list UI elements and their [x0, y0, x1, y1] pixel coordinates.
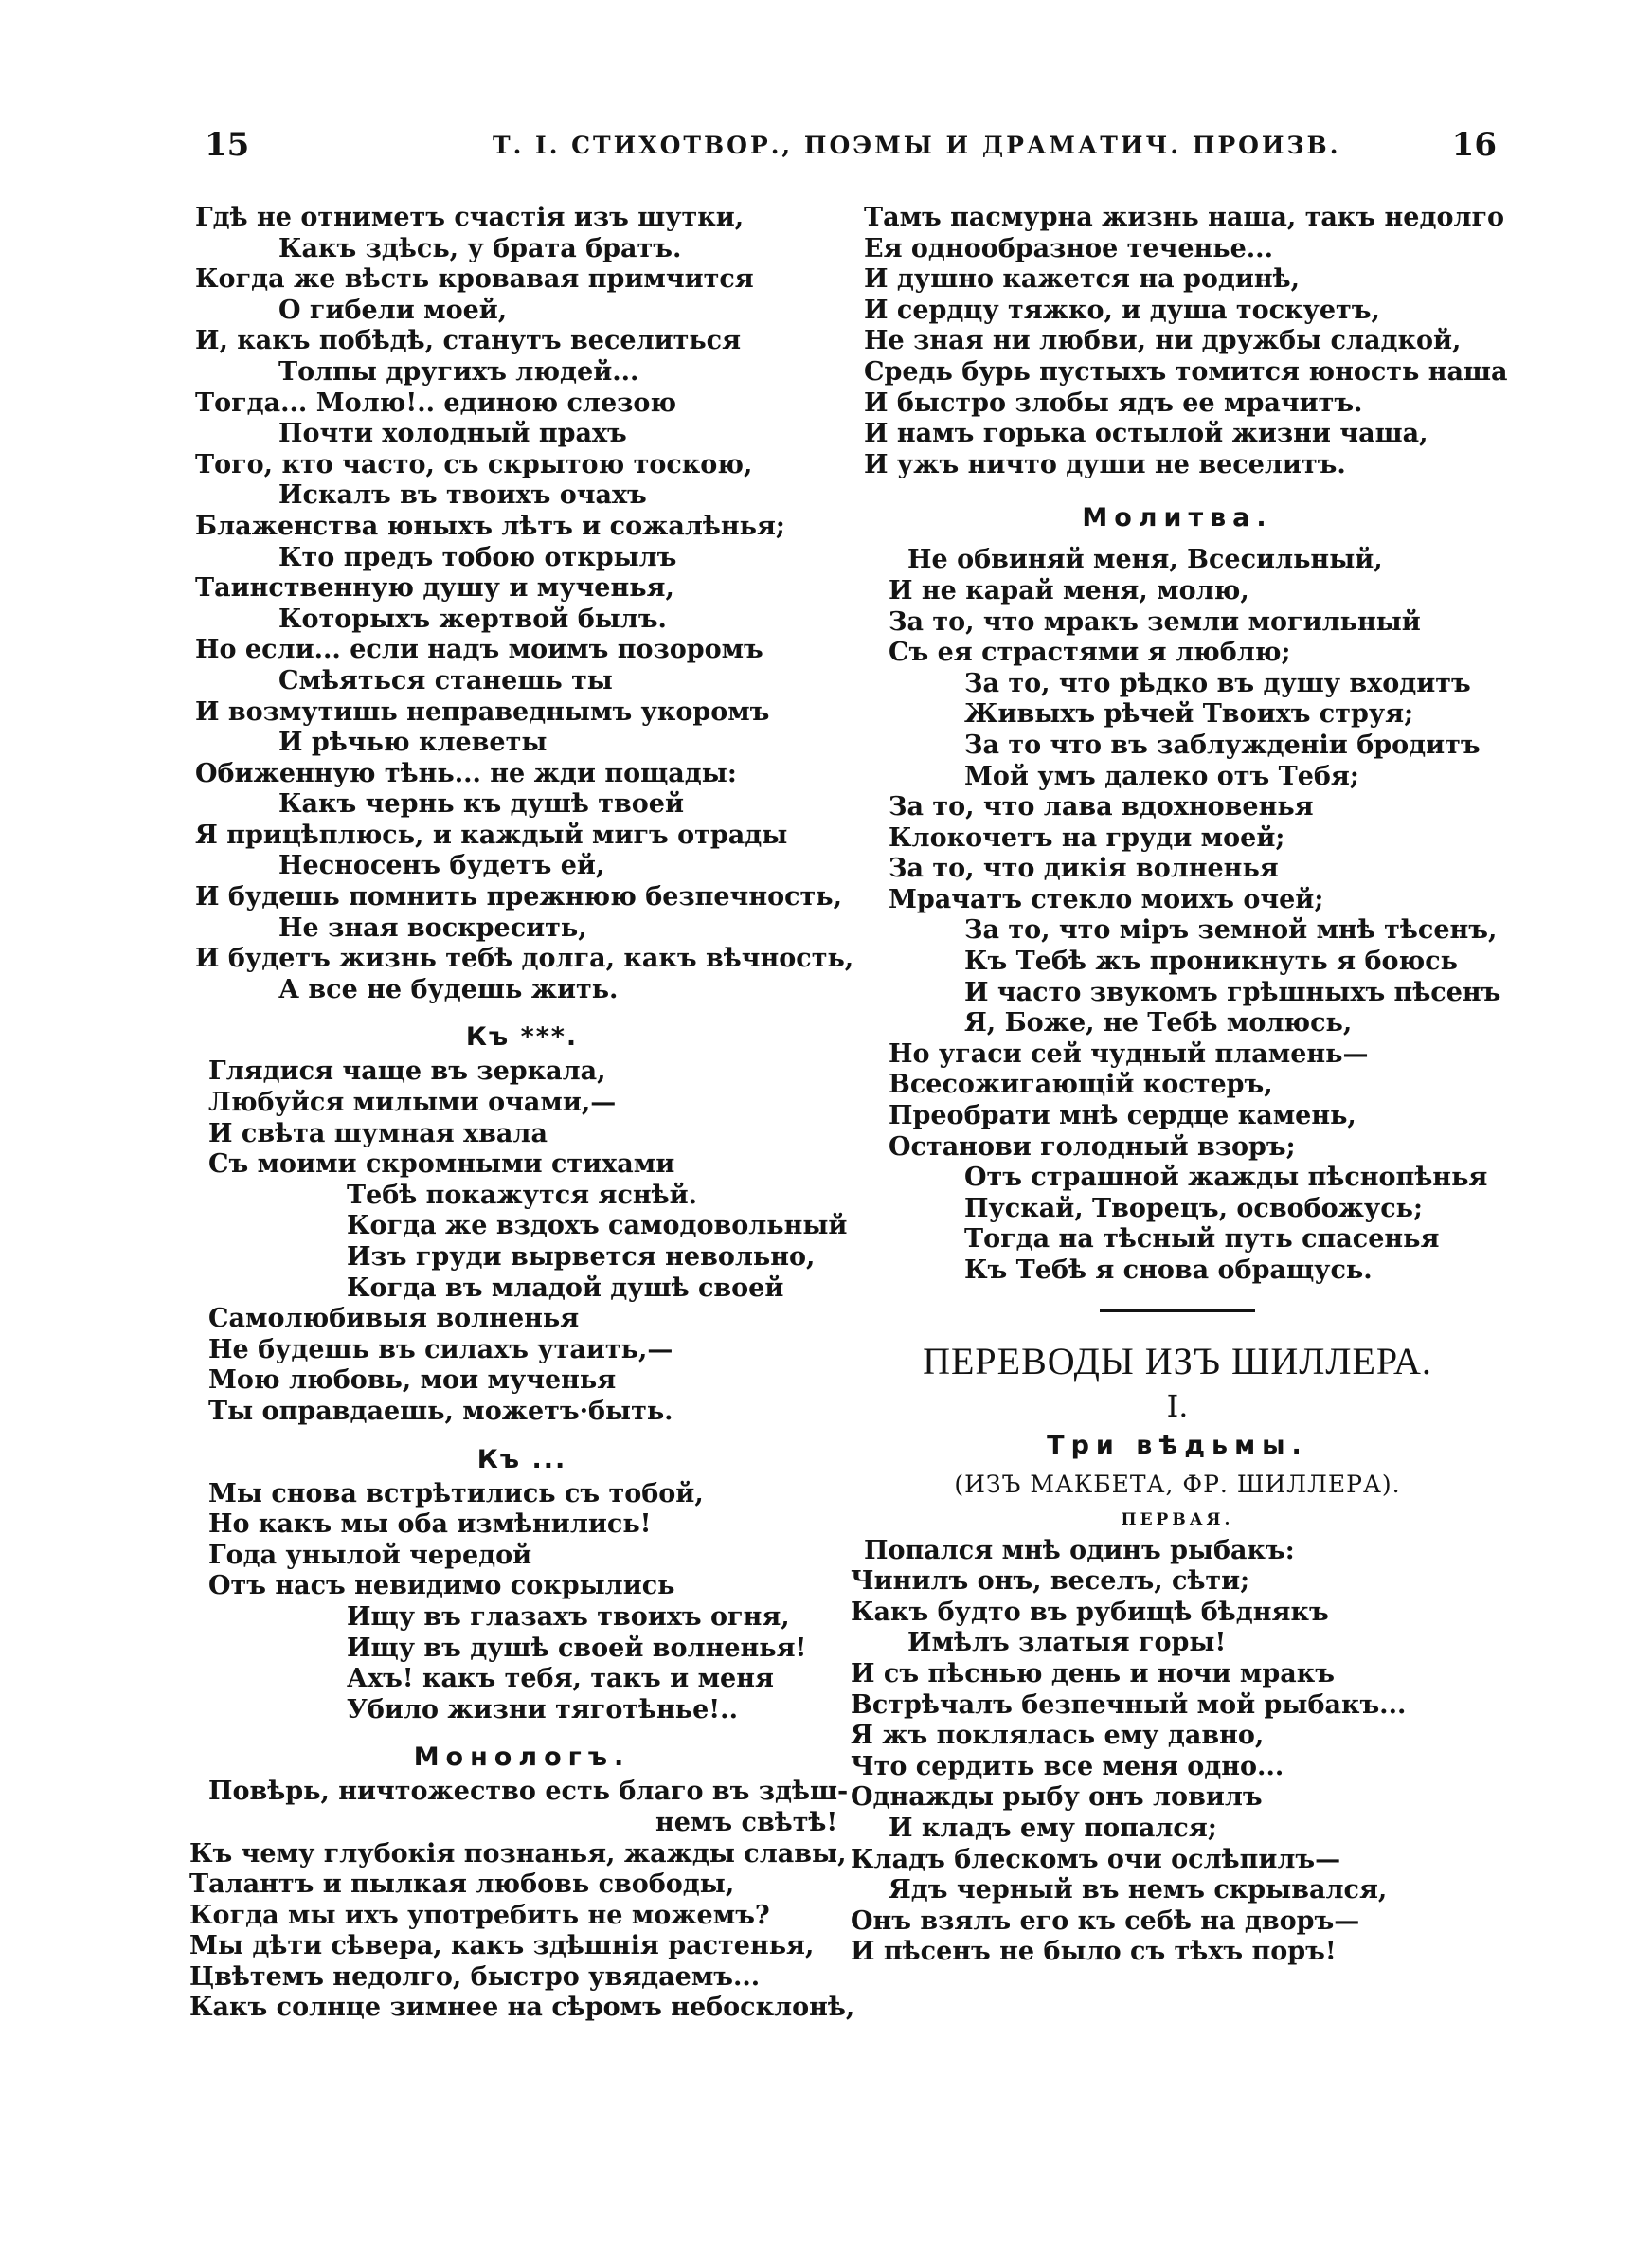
- verse-line: Къ Тебѣ я снова обращусь.: [964, 1255, 1373, 1285]
- verse-line: И пѣсенъ не было съ тѣхъ поръ!: [851, 1937, 1337, 1967]
- verse-line: А все не будешь жить.: [278, 974, 619, 1004]
- verse-line: Ахъ! какъ тебя, такъ и меня: [347, 1664, 774, 1694]
- page-number-left: 15: [205, 126, 250, 164]
- verse-line: Отъ насъ невидимо сокрылись: [208, 1571, 675, 1601]
- verse-line: Таинственную душу и мученья,: [195, 573, 674, 604]
- verse-line: Не зная воскресить,: [278, 912, 587, 943]
- verse-line: И возмутишь неправеднымъ укоромъ: [195, 696, 770, 727]
- verse-line: Встрѣчалъ безпечный мой рыбакъ...: [851, 1689, 1407, 1720]
- verse-line: И съ пѣснью день и ночи мракъ: [851, 1658, 1335, 1688]
- verse-line: Мы дѣти сѣвера, какъ здѣшнія растенья,: [189, 1931, 815, 1961]
- verse-line: Мы снова встрѣтились съ тобой,: [208, 1478, 704, 1508]
- monolog-continuation: [851, 203, 1508, 480]
- verse-line: Тамъ пасмурна жизнь наша, такъ недолго: [864, 203, 1505, 232]
- verse-line: Къ чему глубокія познанья, жажды славы,: [189, 1838, 847, 1869]
- running-title: Т. I. СТИХОТВОР., ПОЭМЫ И ДРАМАТИЧ. ПРОИЗВ.: [493, 132, 1341, 159]
- verse-line: Искалъ въ твоихъ очахъ: [278, 480, 647, 511]
- verse-line: Однажды рыбу онъ ловилъ: [851, 1782, 1263, 1813]
- verse-line: Имѣлъ златыя горы!: [907, 1628, 1227, 1658]
- verse-line: Чинилъ онъ, веселъ, сѣти;: [851, 1566, 1250, 1597]
- verse-line: Останови голодный взоръ;: [889, 1131, 1296, 1162]
- verse-line: Что сердить все меня одно...: [851, 1751, 1284, 1781]
- left-column: [189, 203, 855, 2024]
- verse-line: Убило жизни тяготѣнье!..: [347, 1694, 738, 1724]
- verse-line: Ты оправдаешь, можетъ·быть.: [208, 1396, 673, 1426]
- verse-line: Попался мнѣ одинъ рыбакъ:: [864, 1535, 1295, 1565]
- verse-line: Того, кто часто, съ скрытою тоскою,: [195, 449, 753, 479]
- verse-line: И быстро злобы ядъ ее мрачитъ.: [864, 388, 1363, 418]
- page-number-right: 16: [1451, 126, 1497, 164]
- poem-k-zvezdy: [195, 1056, 849, 1427]
- verse-line: Кто предъ тобою открылъ: [278, 542, 677, 572]
- verse-line: За то, что міръ земной мнѣ тѣсенъ,: [964, 915, 1498, 946]
- verse-line: Повѣрь, ничтожество есть благо въ здѣш-: [208, 1777, 849, 1807]
- verse-line: Любуйся милыми очами,—: [208, 1088, 617, 1118]
- verse-line: И ужъ ничто души не веселитъ.: [864, 449, 1346, 479]
- verse-line: Тогда... Молю!.. единою слезою: [195, 388, 677, 418]
- verse-line: Я прицѣплюсь, и каждый мигъ отрады: [195, 820, 788, 850]
- verse-line: И душно кажется на родинѣ,: [864, 264, 1301, 295]
- verse-line: Пускай, Творецъ, освобожусь;: [964, 1193, 1423, 1223]
- verse-line: И сердцу тяжко, и душа тоскуетъ,: [864, 295, 1380, 325]
- verse-line: Какъ чернь къ душѣ твоей: [278, 789, 684, 820]
- verse-line: Но какъ мы оба измѣнились!: [208, 1509, 652, 1540]
- verse-line: Талантъ и пылкая любовь свободы,: [189, 1869, 735, 1900]
- verse-line: За то, что рѣдко въ душу входитъ: [964, 668, 1471, 698]
- verse-line: Но если... если надъ моимъ позоромъ: [195, 635, 763, 665]
- right-column: [851, 203, 1508, 1968]
- poem-title: Три вѣдьмы.: [1047, 1430, 1308, 1460]
- verse-line: Блаженства юныхъ лѣтъ и сожалѣнья;: [195, 511, 785, 541]
- verse-line: Къ Тебѣ жъ проникнуть я боюсь: [964, 947, 1458, 977]
- part-label: ПЕРВАЯ.: [1121, 1509, 1234, 1529]
- verse-line: Когда же вздохъ самодовольный: [347, 1211, 848, 1241]
- poem-continuation: [195, 203, 854, 1005]
- verse-line: Съ ея страстями я люблю;: [889, 638, 1291, 668]
- verse-line: Обиженную тѣнь... не жди пощады:: [195, 758, 737, 788]
- poem-subtitle: (ИЗЪ МАКБЕТА, ФР. ШИЛЛЕРА).: [954, 1470, 1401, 1498]
- verse-line: Тебѣ покажутся яснѣй.: [347, 1180, 698, 1210]
- verse-line: Живыхъ рѣчей Твоихъ струя;: [964, 699, 1414, 730]
- verse-line: И свѣта шумная хвала: [208, 1118, 548, 1148]
- verse-line: Какъ здѣсь, у брата братъ.: [278, 233, 682, 263]
- verse-line: Изъ груди вырвется невольно,: [347, 1242, 816, 1272]
- verse-line: И, какъ побѣдѣ, станутъ веселиться: [195, 326, 742, 356]
- section-number: I.: [1166, 1387, 1189, 1424]
- verse-line: Гдѣ не отниметъ счастія изъ шутки,: [195, 203, 745, 232]
- running-header: [0, 126, 1652, 173]
- verse-line: Не обвиняй меня, Всесильный,: [907, 545, 1383, 575]
- verse-line: Не зная ни любви, ни дружбы сладкой,: [864, 326, 1462, 356]
- verse-line: Клокочетъ на груди моей;: [889, 822, 1285, 853]
- verse-line: Ея однообразное теченье...: [864, 233, 1273, 263]
- verse-line: Когда въ младой душѣ своей: [347, 1273, 784, 1303]
- poem-title: Къ ...: [476, 1444, 567, 1474]
- verse-line: Кладъ блескомъ очи ослѣпилъ—: [851, 1844, 1341, 1874]
- verse-line: Какъ будто въ рубищѣ бѣднякъ: [851, 1597, 1329, 1627]
- verse-line: Не будешь въ силахъ утаить,—: [208, 1334, 673, 1364]
- verse-line: И не карай меня, молю,: [889, 575, 1249, 605]
- verse-line: Ищу въ глазахъ твоихъ огня,: [347, 1601, 790, 1632]
- verse-line: И часто звукомъ грѣшныхъ пѣсенъ: [964, 977, 1501, 1007]
- verse-line: Мрачатъ стекло моихъ очей;: [889, 884, 1324, 914]
- verse-line: Почти холодный прахъ: [278, 419, 627, 449]
- verse-line: И кладъ ему попался;: [889, 1813, 1217, 1843]
- verse-line: Года унылой чередой: [208, 1540, 532, 1570]
- verse-line: Средь бурь пустыхъ томится юность наша: [864, 356, 1508, 387]
- verse-line: Когда же вѣсть кровавая примчится: [195, 264, 754, 295]
- section-title: ПЕРЕВОДЫ ИЗЪ ШИЛЛЕРА.: [923, 1339, 1432, 1382]
- verse-line: Тогда на тѣсный путь спасенья: [964, 1224, 1440, 1255]
- verse-line: Мой умъ далеко отъ Тебя;: [964, 761, 1359, 791]
- verse-line: И будешь помнить прежнюю безпечность,: [195, 882, 842, 912]
- verse-line: И рѣчью клеветы: [278, 728, 548, 758]
- poem-monolog: [189, 1777, 855, 2024]
- poem-title: Къ ***.: [465, 1022, 579, 1053]
- verse-line: Отъ страшной жажды пѣснопѣнья: [964, 1163, 1488, 1193]
- verse-line: Которыхъ жертвой былъ.: [278, 604, 667, 634]
- verse-line: Я жъ поклялась ему давно,: [851, 1721, 1265, 1751]
- verse-line: Съ моими скромными стихами: [208, 1149, 675, 1180]
- verse-line: Я, Боже, не Тебѣ молюсь,: [964, 1008, 1353, 1038]
- verse-line: Всесожигающій костеръ,: [889, 1070, 1273, 1100]
- verse-line: Смѣяться станешь ты: [278, 665, 613, 695]
- verse-line: Но угаси сей чудный пламень—: [889, 1038, 1369, 1069]
- verse-line: Несносенъ будетъ ей,: [278, 851, 605, 881]
- verse-line: За то, что мракъ земли могильный: [889, 606, 1421, 637]
- verse-line: И будетъ жизнь тебѣ долга, какъ вѣчность,: [195, 944, 854, 974]
- verse-line: Глядися чаще въ зеркала,: [208, 1056, 606, 1087]
- poem-k: [195, 1479, 849, 1726]
- verse-line: За то, что дикія волненья: [889, 854, 1279, 884]
- verse-line: Когда мы ихъ употребить не можемъ?: [189, 1900, 770, 1930]
- verse-line: Ядъ черный въ немъ скрывался,: [889, 1875, 1388, 1905]
- verse-line: Мою любовь, мои мученья: [208, 1365, 617, 1396]
- poem-title: Молитва.: [1082, 503, 1273, 533]
- verse-line: Цвѣтемъ недолго, быстро увядаемъ...: [189, 1961, 761, 1992]
- verse-line: Преобрати мнѣ сердце камень,: [889, 1101, 1356, 1131]
- verse-line: Толпы другихъ людей...: [278, 356, 639, 387]
- verse-line: немъ свѣтѣ!: [655, 1807, 838, 1837]
- verse-line: Самолюбивыя волненья: [208, 1304, 580, 1334]
- poem-tri-vedmy: [851, 1536, 1504, 1968]
- verse-line: За то что въ заблужденіи бродитъ: [964, 730, 1481, 760]
- verse-line: О гибели моей,: [278, 295, 508, 325]
- verse-line: Онъ взялъ его къ себѣ на дворъ—: [851, 1905, 1360, 1936]
- verse-line: И намъ горька остылой жизни чаша,: [864, 419, 1428, 449]
- poem-title: Монологъ.: [413, 1742, 631, 1773]
- verse-line: Ищу въ душѣ своей волненья!: [347, 1633, 807, 1663]
- poem-molitva: [851, 545, 1504, 1286]
- verse-line: Какъ солнце зимнее на сѣромъ небосклонѣ,: [189, 1993, 855, 2023]
- verse-line: За то, что лава вдохновенья: [889, 792, 1314, 822]
